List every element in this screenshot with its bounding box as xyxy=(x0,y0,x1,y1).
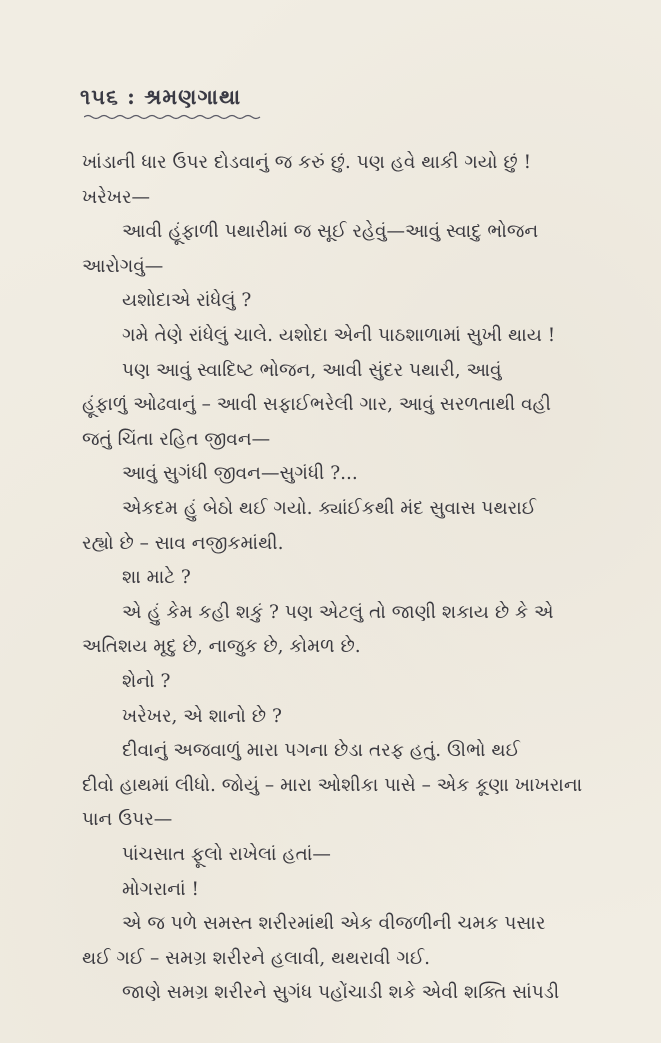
text-line: જતું ચિંતા રહિત જીવન— xyxy=(82,428,271,450)
running-header: ૧૫૬ : શ્રમણગાથા xyxy=(80,84,242,109)
text-line: આરોગવું— xyxy=(82,255,164,277)
text-line: અતિશય મૃદુ છે, નાજુક છે, કોમળ છે. xyxy=(82,636,361,658)
text-line: શેનો ? xyxy=(122,671,171,692)
text-line: આવું સુગંધી જીવન—સુગંધી ?... xyxy=(122,463,358,485)
text-line: એકદમ હું બેઠો થઈ ગયો. ક્યાંઈકથી મંદ સુવાસ પથરાઈ xyxy=(122,498,537,519)
header-underline-decoration xyxy=(84,114,264,120)
text-line: પાંચસાત ફૂલો રાખેલાં હતાં— xyxy=(122,844,331,865)
text-line: ખરેખર, એ શાનો છે ? xyxy=(122,705,282,727)
text-line: ખાંડાની ધાર ઉપર દોડવાનું જ કરું છું. પણ હવે થાકી ગયો છું ! xyxy=(82,152,532,173)
text-line: પાન ઉપર— xyxy=(82,809,173,831)
text-line: જાણે સમગ્ર શરીરને સુગંધ પહોંચાડી શકે એવી શક્તિ સાંપડી xyxy=(122,982,560,1004)
text-line: ગમે તેણે રાંધેલું ચાલે. યશોદા એની પાઠશાળામાં સુખી થાય ! xyxy=(122,325,556,346)
text-line: આવી હૂંફાળી પથારીમાં જ સૂઈ રહેવું—આવું સ્વાદુ ભોજન xyxy=(122,221,539,243)
text-line: થઈ ગઈ – સમગ્ર શરીરને હલાવી, થથરાવી ગઈ. xyxy=(82,947,431,969)
text-line: હૂંફાળું ઓઢવાનું – આવી સફાઈભરેલી ગાર, આવું સરળતાથી વહી xyxy=(82,394,551,416)
text-line: એ જ પળે સમસ્ત શરીરમાંથી એક વીજળીની ચમક પસાર xyxy=(122,913,546,935)
text-line: રહ્યો છે – સાવ નજીકમાંથી. xyxy=(82,532,284,554)
text-line: પણ આવું સ્વાદિષ્ટ ભોજન, આવી સુંદર પથારી, આવું xyxy=(122,359,502,381)
text-line: દીવો હાથમાં લીધો. જોયું – મારા ઓશીકા પાસે – એક કૂણા ખાખરાના xyxy=(82,774,583,796)
text-line: શા માટે ? xyxy=(122,567,191,589)
text-line: દીવાનું અજવાળું મારા પગના છેડા તરફ હતું. ઊભો થઈ xyxy=(122,740,520,762)
text-line: મોગરાનાં ! xyxy=(122,878,199,900)
text-line: એ હું કેમ કહી શકું ? પણ એટલું તો જાણી શકાય છે કે એ xyxy=(122,601,554,623)
text-line: ખરેખર— xyxy=(82,186,151,208)
text-line: યશોદાએ રાંધેલું ? xyxy=(122,290,252,312)
